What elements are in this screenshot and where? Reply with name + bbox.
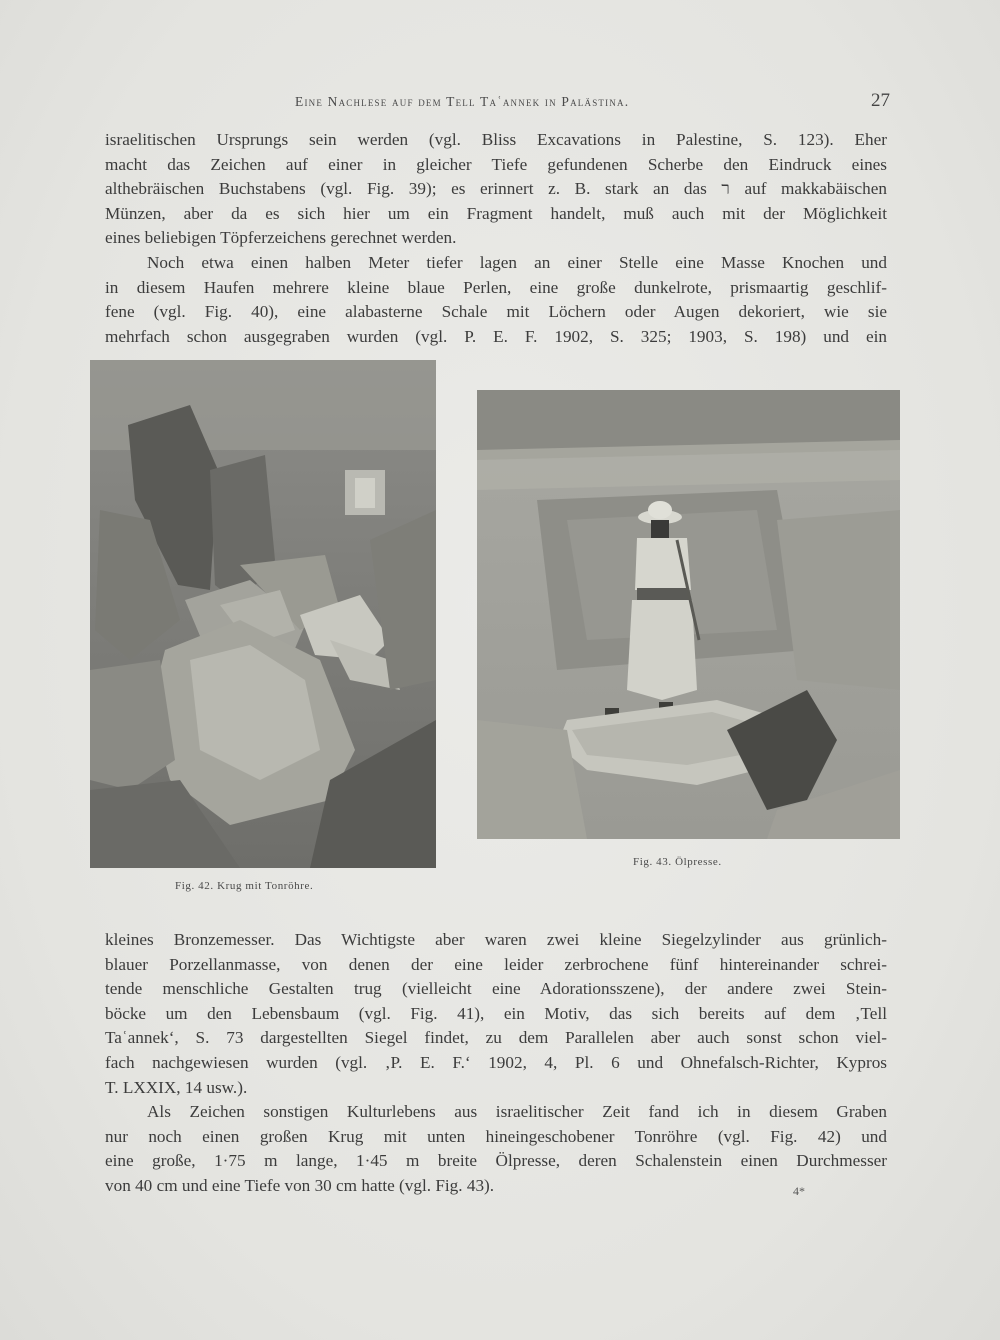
text-line: israelitischen Ursprungs sein werden (vgl. Bliss Excavations in Palestine, S. 123). Eher [105,130,887,149]
running-title: Eine Nachlese auf dem Tell Taʿannek in Palästina. [295,94,630,109]
olive-press-illustration [477,390,900,839]
text-line: Taʿannek‘, S. 73 dargestellten Siegel findet, zu dem Parallelen aber auch sonst schon viel- [105,1028,887,1048]
text-line: tende menschliche Gestalten trug (vielleicht eine Adorationsszene), der andere zwei Stein- [105,979,887,999]
text-line: nur noch einen großen Krug mit unten hineingeschobener Tonröhre (vgl. Fig. 42) und [105,1126,887,1146]
figure-43-photo [477,390,900,839]
figure-43-caption: Fig. 43. Ölpresse. [633,856,722,868]
paragraph [105,928,887,1100]
text-line: in diesem Haufen mehrere kleine blaue Perlen, eine große dunkelrote, prismaartig geschlif- [105,277,887,297]
running-head [105,92,890,114]
text-line: fach nachgewiesen wurden (vgl. ‚P. E. F.‘ 1902, 4, Pl. 6 und Ohnefalsch-Richter, Kypros [105,1052,887,1072]
text-line: fene (vgl. Fig. 40), eine alabasterne Schale mit Löchern oder Augen dekoriert, wie sie [105,302,887,322]
text-line: Als Zeichen sonstigen Kulturlebens aus israelitischer Zeit fand ich in diesem Graben [147,1102,887,1122]
paragraph [105,1100,887,1198]
text-line: T. LXXIX, 14 usw.). [105,1077,248,1097]
text-line: althebräischen Buchstabens (vgl. Fig. 39); es erinnert z. B. stark an das ר auf makkabäischen [105,179,887,199]
top-text-block [105,128,887,349]
rock-jar-illustration [90,360,436,868]
text-line: Münzen, aber da es sich hier um ein Fragment handelt, muß auch mit der Möglichkeit [105,203,887,223]
paragraph [105,251,887,349]
text-line: eine große, 1·75 m lange, 1·45 m breite Ölpresse, deren Schalenstein einen Durchmesser [105,1151,887,1171]
text-line: mehrfach schon ausgegraben wurden (vgl. P. E. F. 1902, S. 325; 1903, S. 198) und ein [105,326,887,346]
text-line: blauer Porzellanmasse, von denen der eine leider zerbrochene fünf hintereinander schrei- [105,954,887,974]
text-line: macht das Zeichen auf einer in gleicher Tiefe gefundenen Scherbe den Eindruck eines [105,154,887,174]
text-line: kleines Bronzemesser. Das Wichtigste aber waren zwei kleine Siegelzylinder aus grünlich- [105,930,887,949]
text-line: eines beliebigen Töpferzeichens gerechnet werden. [105,228,457,248]
bottom-text-block [105,928,887,1199]
signature-mark: 4* [793,1184,805,1198]
page-number: 27 [871,90,890,111]
figure-42-caption: Fig. 42. Krug mit Tonröhre. [175,880,314,892]
text-line: von 40 cm und eine Tiefe von 30 cm hatte (vgl. Fig. 43). [105,1175,495,1195]
figure-42-photo [90,360,436,868]
text-line: Noch etwa einen halben Meter tiefer lagen an einer Stelle eine Masse Knochen und [147,252,887,272]
text-line: böcke um den Lebensbaum (vgl. Fig. 41), ein Motiv, das sich bereits auf dem ‚Tell [105,1003,887,1023]
paragraph [105,128,887,251]
